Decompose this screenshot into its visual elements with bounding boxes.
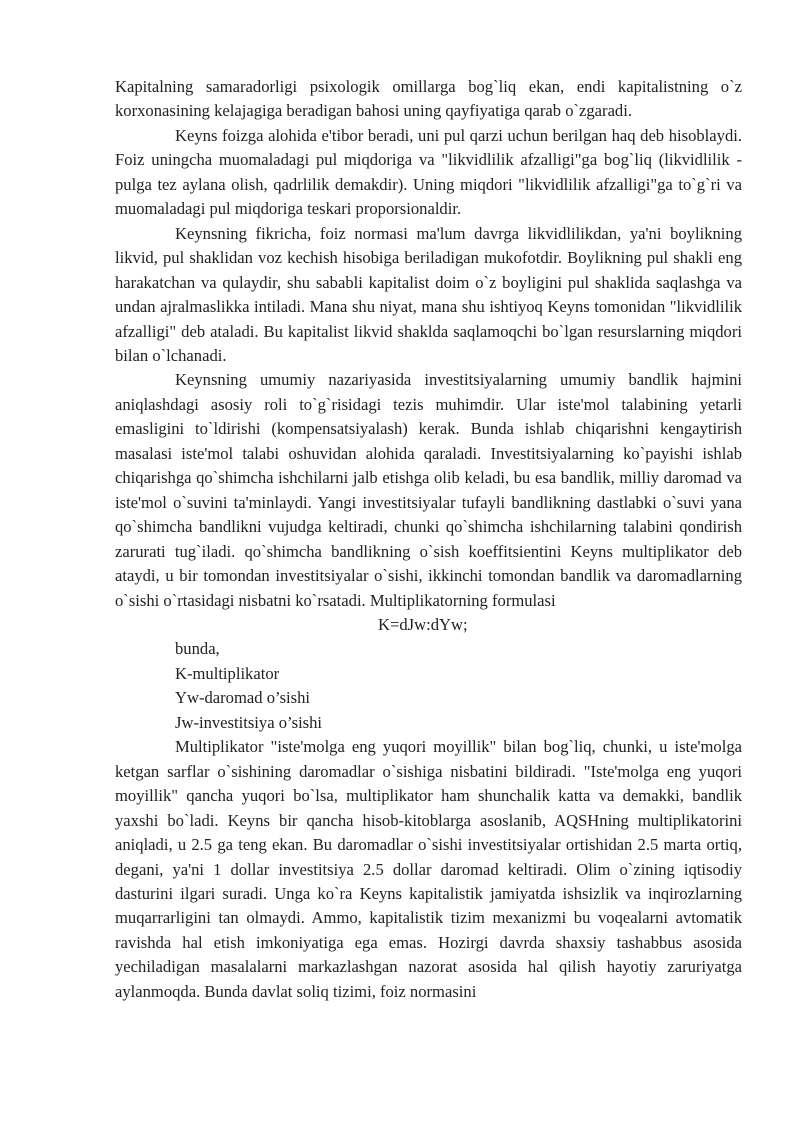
paragraph-keynes-interest: Keyns foizga alohida e'tibor beradi, uni pul qarzi uchun berilgan haq deb hisoblaydi. Foiz uningcha muomaladagi pul miqdoriga va "likvidlilik afzalligi"ga bog`liq (likvidlilik - pulga tez aylana olish, qadrlilik demakdir). Uning miqdori "likvidlilik afzalligi"ga to`g`ri va muomaladagi pul miqdoriga teskari proporsionaldir.	[115, 125, 742, 219]
definition-yw: Yw-daromad o’sishi	[175, 688, 311, 708]
definition-jw: Jw-investitsiya o’sishi	[175, 712, 323, 732]
paragraph-capital-efficiency: Kapitalning samaradorligi psixologik omillarga bog`liq ekan, endi kapitalistning o`z korxonasining kelajagiga beradigan bahosi uning qayfiyatiga qarab o`zgaradi.	[115, 77, 742, 121]
definition-k: K-multiplikator	[175, 663, 280, 683]
paragraph-investment-role: Keynsning umumiy nazariyasida investitsiyalarning umumiy bandlik hajmini aniqlashdagi asosiy roli to`g`risidagi tezis muhimdir. Ular iste'mol talabining yetarli emasligini to`ldirishi (kompensatsiyalash) kerak. Bunda ishlab chiqarishni kengaytirish masalasi iste'mol talabi oshuvidan alohida qaraladi. Investitsiyalarning ko`payishi ishlab chiqarishga qo`shimcha ishchilarni jalb etishga olib keladi, bu esa bandlik, milliy daromad va iste'mol o`suvini ta'minlaydi. Yangi investitsiyalar tufayli bandlikning dastlabki o`suvi yana qo`shimcha bandlikni vujudga keltiradi, chunki qo`shimcha ishchilarning talabini qondirish zarurati tug`iladi. qo`shimcha bandlikning o`sish koeffitsientini Keyns multiplikator deb ataydi, u bir tomondan investitsiyalar o`sishi, ikkinchi tomondan bandlik va daromadlarning o`sishi o`rtasidagi nisbatni ko`rsatadi. Multiplikatorning formulasi	[115, 370, 742, 610]
paragraph-multiplier: Multiplikator "iste'molga eng yuqori moyillik" bilan bog`liq, chunki, u iste'molga ketgan sarflar o`sishining daromadlar o`sishiga nisbatini bildiradi. "Iste'molga eng yuqori moyillik" qancha yuqori bo`lsa, multiplikator ham shunchalik katta va demakki, bandlik yaxshi bo`ladi. Keyns bir qancha hisob-kitoblarga asoslanib, AQSHning multiplikatorini aniqladi, u 2.5 ga teng ekan. Bu daromadlar o`sishi investitsiyalar ortishidan 2.5 marta ortiq, degani, ya'ni 1 dollar investitsiya 2.5 dollar daromad keltiradi. Olim o`zining iqtisodiy dasturini ilgari suradi. Unga ko`ra Keyns kapitalistik jamiyatda ishsizlik va inqirozlarning muqarrarligini tan olmaydi. Ammo, kapitalistik tizim mexanizmi bu voqealarni avtomatik ravishda hal etish imkoniyatiga ega emas. Hozirgi davrda shaxsiy tashabbus asosida yechiladigan masalalarni markazlashgan nazorat asosida hal qilish hayotiy zaruriyatga aylanmoqda. Bunda davlat soliq tizimi, foiz normasini	[115, 737, 742, 1001]
definition-intro: bunda,	[175, 639, 220, 659]
paragraph-liquidity-preference: Keynsning fikricha, foiz normasi ma'lum davrga likvidlilikdan, ya'ni boylikning likvid, pul shaklidan voz kechish hisobiga beriladigan mukofotdir. Boylikning pul shakli eng harakatchan va qulaydir, shu sababli kapitalist doim o`z boyligini pul shaklida saqlashga va undan ajralmaslikka intiladi. Mana shu niyat, mana shu ishtiyoq Keyns tomonidan "likvidlilik afzalligi" deb ataladi. Bu kapitalist likvid shaklda saqlamoqchi bo`lgan resurslarning miqdori bilan o`lchanadi.	[115, 223, 742, 365]
document-body	[115, 75, 742, 1004]
multiplier-formula: K=dJw:dYw;	[378, 614, 468, 634]
